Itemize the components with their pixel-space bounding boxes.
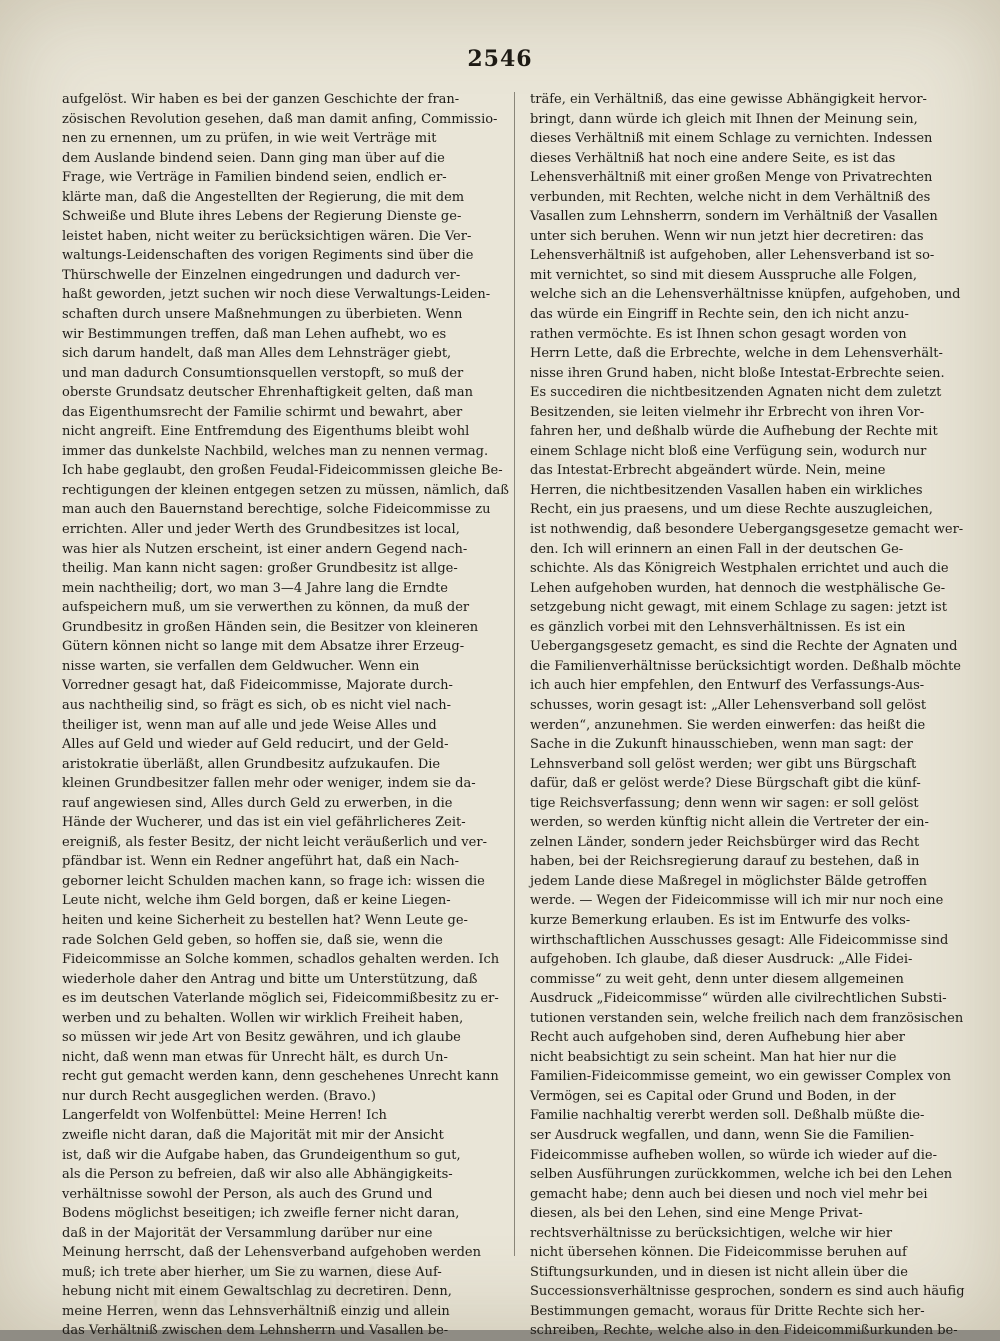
text-line: Vorredner gesagt hat, daß Fideicommisse, Majorate durch- (62, 678, 453, 694)
text-line: Vasallen zum Lehnsherrn, sondern im Verhältniß der Vasallen (530, 209, 938, 225)
text-line: werben und zu behalten. Wollen wir wirklich Freiheit haben, (62, 1010, 464, 1026)
text-line: dieses Verhältniß mit einem Schlage zu vernichten. Indessen (530, 131, 933, 147)
text-line: Herren, die nichtbesitzenden Vasallen haben ein wirkliches (530, 482, 923, 498)
text-line: leistet haben, nicht weiter zu berücksichtigen wären. Die Ver- (62, 228, 472, 244)
text-line: mit vernichtet, so sind mit diesem Ausspruche alle Folgen, (530, 267, 918, 283)
text-line: unter sich beruhen. Wenn wir nun jetzt hier decretiren: das (530, 228, 924, 244)
text-line: Lehensverhältniß mit einer großen Menge von Privatrechten (530, 170, 933, 186)
text-line: Familie nachhaltig vererbt werden soll. Deßhalb müßte die- (530, 1108, 925, 1124)
text-line: rauf angewiesen sind, Alles durch Geld zu erwerben, in die (62, 795, 453, 811)
text-line: Frage, wie Verträge in Familien bindend seien, endlich er- (62, 170, 447, 186)
text-line: aristokratie überläßt, allen Grundbesitz aufzukaufen. Die (62, 756, 441, 772)
text-line: rathen vermöchte. Es ist Ihnen schon gesagt worden von (530, 326, 907, 342)
text-line: Meinung herrscht, daß der Lehensverband aufgehoben werden (62, 1245, 481, 1261)
text-line: schaften durch unsere Maßnehmungen zu überbieten. Wenn (62, 307, 463, 323)
text-line: aus nachtheilig sind, so frägt es sich, ob es nicht viel nach- (62, 697, 452, 713)
text-line: aufgehoben. Ich glaube, daß dieser Ausdruck: „Alle Fidei- (530, 952, 913, 968)
left-text-column (62, 90, 509, 1339)
text-line: hebung nicht mit einem Gewaltschlag zu decretiren. Denn, (62, 1284, 452, 1300)
text-line: den. Ich will erinnern an einen Fall in der deutschen Ge- (530, 541, 904, 557)
text-line: Lehensverhältniß ist aufgehoben, aller Lehensverband ist so- (530, 248, 935, 264)
text-line: haßt geworden, jetzt suchen wir noch diese Verwaltungs-Leiden- (62, 287, 491, 303)
text-line: dieses Verhältniß hat noch eine andere Seite, es ist das (530, 150, 896, 166)
text-line: Stiftungsurkunden, und in diesen ist nicht allein über die (530, 1264, 908, 1280)
text-line: wiederhole daher den Antrag und bitte um Unterstützung, daß (62, 971, 478, 987)
text-line: Es succediren die nichtbesitzenden Agnaten nicht dem zuletzt (530, 385, 942, 401)
text-line: verhältnisse sowohl der Person, als auch des Grund und (62, 1186, 433, 1202)
text-line: pfändbar ist. Wenn ein Redner angeführt hat, daß ein Nach- (62, 854, 460, 870)
text-line: Thürschwelle der Einzelnen eingedrungen und dadurch ver- (62, 267, 461, 283)
text-line: Ich habe geglaubt, den großen Feudal-Fideicommissen gleiche Be- (62, 463, 503, 479)
text-line: nen zu ernennen, um zu prüfen, in wie weit Verträge mit (62, 131, 437, 147)
text-line: theiliger ist, wenn man auf alle und jede Weise Alles und (62, 717, 437, 733)
text-line: errichten. Aller und jeder Werth des Grundbesitzes ist local, (62, 522, 460, 538)
text-line: Langerfeldt von Wolfenbüttel: Meine Herren! Ich (62, 1108, 387, 1124)
text-line: nicht übersehen können. Die Fideicommisse beruhen auf (530, 1245, 907, 1261)
text-line: das Intestat-Erbrecht abgeändert würde. Nein, meine (530, 463, 886, 479)
text-line: Recht auch aufgehoben sind, deren Aufhebung hier aber (530, 1030, 905, 1046)
text-line: commisse“ zu weit geht, denn unter diesem allgemeinen (530, 971, 904, 987)
text-line: theilig. Man kann nicht sagen: großer Grundbesitz ist allge- (62, 561, 458, 577)
text-line: Recht, ein jus praesens, und um diese Rechte auszugleichen, (530, 502, 933, 518)
text-line: welche sich an die Lehensverhältnisse knüpfen, aufgehoben, und (530, 287, 961, 303)
text-line: Leute nicht, welche ihm Geld borgen, daß er keine Liegen- (62, 893, 451, 909)
text-line: Besitzenden, sie leiten vielmehr ihr Erbrecht von ihren Vor- (530, 404, 925, 420)
text-line: Lehen aufgehoben wurden, hat dennoch die westphälische Ge- (530, 580, 946, 596)
text-line: wir Bestimmungen treffen, daß man Lehen aufhebt, wo es (62, 326, 447, 342)
text-line: nisse warten, sie verfallen dem Geldwucher. Wenn ein (62, 658, 420, 674)
text-line: das würde ein Eingriff in Rechte sein, den ich nicht anzu- (530, 307, 909, 323)
text-line: aufgelöst. Wir haben es bei der ganzen Geschichte der fran- (62, 92, 460, 107)
text-line: mein nachtheilig; dort, wo man 3—4 Jahre lang die Erndte (62, 580, 448, 596)
text-line: nisse ihren Grund haben, nicht bloße Intestat-Erbrechte seien. (530, 365, 945, 381)
text-line: Fideicommisse an Solche kommen, schadlos gehalten werden. Ich (62, 952, 500, 968)
text-line: waltungs-Leidenschaften des vorigen Regiments sind über die (62, 248, 474, 264)
text-line: träfe, ein Verhältniß, das eine gewisse Abhängigkeit hervor- (530, 92, 927, 107)
text-line: ereigniß, als fester Besitz, der nicht leicht veräußerlich und ver- (62, 834, 487, 850)
text-line: die Familienverhältnisse berücksichtigt worden. Deßhalb möchte (530, 658, 961, 674)
text-line: Familien-Fideicommisse gemeint, wo ein gewisser Complex von (530, 1069, 952, 1085)
text-line: haben, bei der Reichsregierung darauf zu bestehen, daß in (530, 854, 920, 870)
text-line: nicht angreift. Eine Entfremdung des Eigenthums bleibt wohl (62, 424, 470, 440)
text-line: man auch den Bauernstand berechtige, solche Fideicommisse zu (62, 502, 491, 518)
text-line: tige Reichsverfassung; denn wenn wir sagen: er soll gelöst (530, 795, 919, 811)
text-line: zelnen Länder, sondern jeder Reichsbürger wird das Recht (530, 834, 920, 850)
text-line: Uebergangsgesetz gemacht, es sind die Rechte der Agnaten und (530, 639, 958, 655)
text-line: werden, so werden künftig nicht allein die Vertreter der ein- (530, 815, 929, 831)
text-line: diesen, als bei den Lehen, sind eine Menge Privat- (530, 1206, 863, 1222)
text-line: tutionen verstanden sein, welche freilich nach dem französischen (530, 1010, 964, 1026)
text-line: das Eigenthumsrecht der Familie schirmt und bewahrt, aber (62, 404, 463, 420)
text-line: werde. — Wegen der Fideicommisse will ich mir nur noch eine (530, 893, 944, 909)
text-line: und man dadurch Consumtionsquellen verstopft, so muß der (62, 365, 464, 381)
text-line: Grundbesitz in großen Händen sein, die Besitzer von kleineren (62, 619, 479, 635)
text-line: nur durch Recht ausgeglichen werden. (Bravo.) (62, 1088, 376, 1104)
text-line: rade Solchen Geld geben, so hoffen sie, daß sie, wenn die (62, 932, 443, 948)
text-line: wirthschaftlichen Ausschusses gesagt: Alle Fideicommisse sind (530, 932, 949, 948)
text-line: setzgebung nicht gewagt, mit einem Schlage zu sagen: jetzt ist (530, 600, 947, 616)
text-line: Fideicommisse aufheben wollen, so würde ich wieder auf die- (530, 1147, 937, 1163)
text-line: dem Auslande bindend seien. Dann ging man über auf die (62, 150, 445, 166)
text-line: so müssen wir jede Art von Besitz gewähren, und ich glaube (62, 1030, 461, 1046)
text-line: Bodens möglichst beseitigen; ich zweifle ferner nicht daran, (62, 1206, 460, 1222)
text-line: kurze Bemerkung erlauben. Es ist im Entwurfe des volks- (530, 912, 911, 928)
text-line: es gänzlich vorbei mit den Lehnsverhältnissen. Es ist ein (530, 619, 906, 635)
text-line: einem Schlage nicht bloß eine Verfügung sein, wodurch nur (530, 443, 927, 459)
text-line: verbunden, mit Rechten, welche nicht in dem Verhältniß des (530, 189, 931, 205)
text-line: ich auch hier empfehlen, den Entwurf des Verfassungs-Aus- (530, 678, 925, 694)
text-line: Vermögen, sei es Capital oder Grund und Boden, in der (530, 1088, 896, 1104)
text-line: nicht, daß wenn man etwas für Unrecht hält, es durch Un- (62, 1049, 448, 1065)
text-line: ist nothwendig, daß besondere Uebergangsgesetze gemacht wer- (530, 522, 964, 538)
text-line: das Verhältniß zwischen dem Lehnsherrn und Vasallen be- (62, 1323, 449, 1339)
text-line: schusses, worin gesagt ist: „Aller Lehensverband soll gelöst (530, 697, 927, 713)
text-line: nicht beabsichtigt zu sein scheint. Man hat hier nur die (530, 1049, 897, 1065)
text-line: immer das dunkelste Nachbild, welches man zu nennen vermag. (62, 443, 489, 459)
text-line: was hier als Nutzen erscheint, ist einer andern Gegend nach- (62, 541, 468, 557)
text-line: gemacht habe; denn auch bei diesen und noch viel mehr bei (530, 1186, 928, 1202)
text-line: Bestimmungen gemacht, woraus für Dritte Rechte sich her- (530, 1303, 925, 1319)
text-line: rechtigungen der kleinen entgegen setzen zu müssen, nämlich, daß (62, 482, 509, 498)
page-number: 2546 (467, 46, 533, 72)
text-line: meine Herren, wenn das Lehnsverhältniß einzig und allein (62, 1303, 450, 1319)
text-line: jedem Lande diese Maßregel in möglichster Bälde getroffen (530, 873, 927, 889)
text-line: dafür, daß er gelöst werde? Diese Bürgschaft gibt die künf- (530, 776, 921, 792)
text-line: zweifle nicht daran, daß die Majorität mit mir der Ansicht (62, 1127, 444, 1143)
text-line: Lehnsverband soll gelöst werden; wer gibt uns Bürgschaft (530, 756, 917, 772)
text-line: ser Ausdruck wegfallen, und dann, wenn Sie die Familien- (530, 1127, 915, 1143)
text-line: Hände der Wucherer, und das ist ein viel gefährlicheres Zeit- (62, 815, 466, 831)
text-line: sich darum handelt, daß man Alles dem Lehnsträger giebt, (62, 346, 452, 362)
text-line: daß in der Majorität der Versammlung darüber nur eine (62, 1225, 433, 1241)
text-line: es im deutschen Vaterlande möglich sei, Fideicommißbesitz zu er- (62, 991, 499, 1007)
bottom-print-smudge (140, 1266, 440, 1306)
text-line: fahren her, und deßhalb würde die Aufhebung der Rechte mit (530, 424, 938, 440)
text-line: schreiben, Rechte, welche also in den Fideicommißurkunden be- (530, 1323, 958, 1339)
text-line: als die Person zu befreien, daß wir also alle Abhängigkeits- (62, 1167, 453, 1183)
text-line: bringt, dann würde ich gleich mit Ihnen der Meinung sein, (530, 111, 918, 127)
text-line: Herrn Lette, daß die Erbrechte, welche in dem Lehensverhält- (530, 346, 943, 362)
text-line: oberste Grundsatz deutscher Ehrenhaftigkeit gelten, daß man (62, 385, 473, 401)
text-line: rechtsverhältnisse zu berücksichtigen, welche wir hier (530, 1225, 893, 1241)
text-line: Successionsverhältnisse gesprochen, sondern es sind auch häufig (530, 1284, 965, 1300)
text-line: Sache in die Zukunft hinausschieben, wenn man sagt: der (530, 737, 913, 753)
text-line: werden“, anzunehmen. Sie werden einwerfen: das heißt die (530, 717, 926, 733)
text-line: recht gut gemacht werden kann, denn geschehenes Unrecht kann (62, 1069, 499, 1085)
text-line: heiten und keine Sicherheit zu bestellen hat? Wenn Leute ge- (62, 912, 468, 928)
text-line: muß; ich trete aber hierher, um Sie zu warnen, diese Auf- (62, 1264, 442, 1280)
text-line: Alles auf Geld und wieder auf Geld reducirt, und der Geld- (62, 737, 449, 753)
right-text-column (530, 90, 965, 1339)
text-line: schichte. Als das Königreich Westphalen errichtet und auch die (530, 561, 949, 577)
text-line: Gütern können nicht so lange mit dem Absatze ihrer Erzeug- (62, 639, 465, 655)
text-line: geborner leicht Schulden machen kann, so frage ich: wissen die (62, 873, 485, 889)
text-line: Ausdruck „Fideicommisse“ würden alle civilrechtlichen Substi- (530, 991, 947, 1007)
text-line: aufspeichern muß, um sie verwerthen zu können, da muß der (62, 600, 470, 616)
column-divider (514, 92, 515, 1256)
text-line: klärte man, daß die Angestellten der Regierung, die mit dem (62, 189, 465, 205)
text-line: selben Ausführungen zurückkommen, welche ich bei den Lehen (530, 1167, 953, 1183)
text-line: ist, daß wir die Aufgabe haben, das Grundeigenthum so gut, (62, 1147, 461, 1163)
text-line: Schweiße und Blute ihres Lebens der Regierung Dienste ge- (62, 209, 462, 225)
text-line: zösischen Revolution gesehen, daß man damit anfing, Commissio- (62, 111, 498, 127)
text-line: kleinen Grundbesitzer fallen mehr oder weniger, indem sie da- (62, 776, 476, 792)
